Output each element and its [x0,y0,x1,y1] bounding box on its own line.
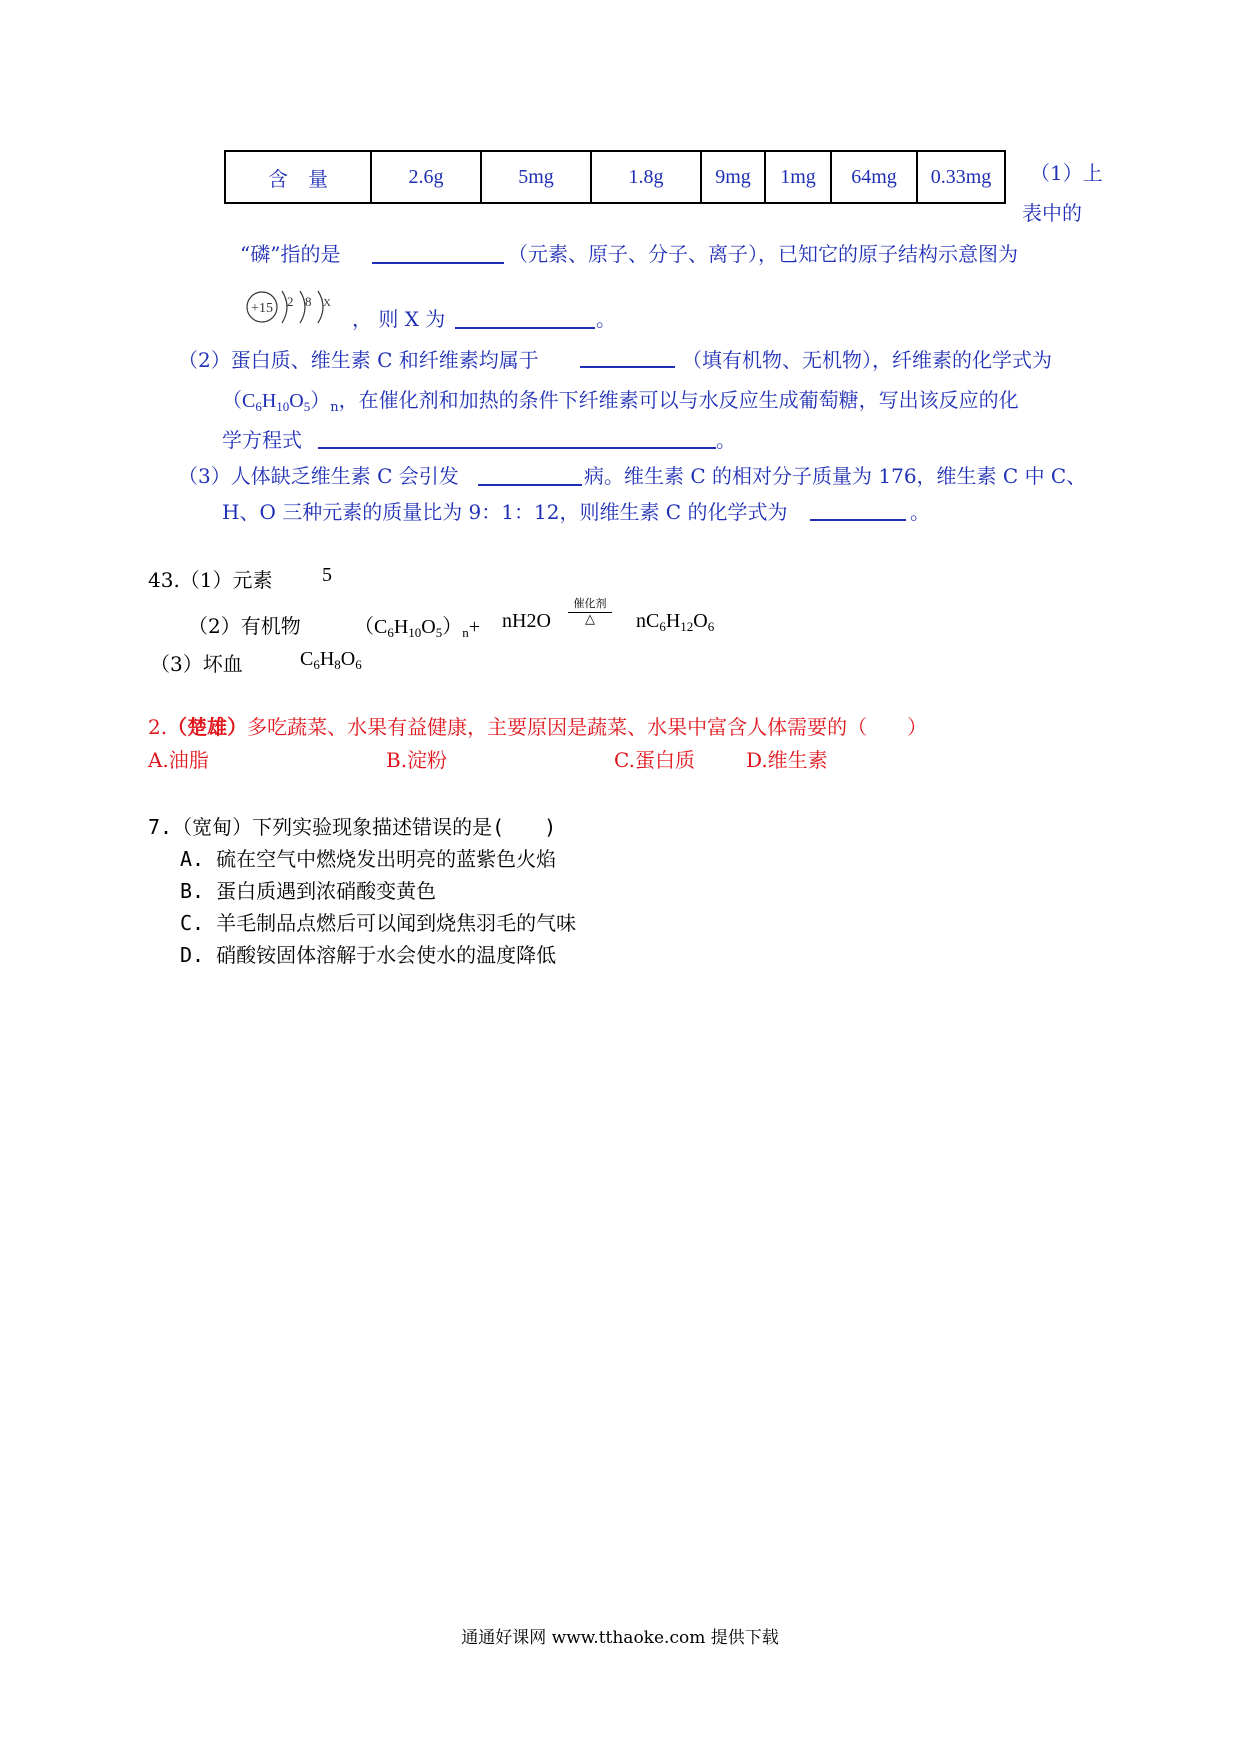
answer-line2-b: $(C_6H_{10}O_5)_n+$ [354,616,481,640]
q2-line2: $(C_6H_{10}O_5)_n$，在催化剂和加热的条件下纤维素可以与水反应生成葡萄糖，写出该反应的化 [222,388,1019,415]
answer-blank [478,484,582,486]
option-b: B.淀粉 [386,748,448,772]
answer-line1-a: 43.（1）元素 [148,568,273,592]
reaction-condition [568,598,612,627]
page-footer: 通通好课网 www.tthaoke.com 提供下载 [461,1628,779,1648]
table-header-cell: 含 量 [225,151,371,203]
catalyst-label: 催化剂 [573,597,607,610]
q1-prefix-b: 表中的 [1022,201,1082,225]
table-cell: 5mg [481,151,591,203]
option-c: C. 羊毛制品点燃后可以闻到烧焦羽毛的气味 [180,911,577,935]
table-cell: 2.6g [371,151,481,203]
q1-prefix-a: （1）上 [1030,161,1103,185]
answer-blank [455,327,595,329]
q1-line1-b: （元素、原子、分子、离子），已知它的原子结构示意图为 [508,242,1018,266]
answer-line1-b: 5 [322,564,332,586]
option-a: A.油脂 [148,748,209,772]
content-table [224,150,1006,204]
atom-structure-diagram [242,287,352,327]
q2-line3-b: 。 [716,428,736,452]
q1-line1-a: “磷”指的是 [240,242,341,266]
question-kuandian-stem: 7.（宽甸）下列实验现象描述错误的是( ) [148,815,557,839]
q2-line3-a: 学方程式 [222,428,302,452]
table-cell: 0.33mg [917,151,1005,203]
table-cell: 9mg [701,151,765,203]
atom-shell-label: 8 [305,294,312,309]
option-d: D. 硝酸铵固体溶解于水会使水的温度降低 [180,943,557,967]
answer-line3-formula: $C_6H_8O_6$ [300,648,362,672]
q3-line1-b: 病。维生素 C 的相对分子质量为 176，维生素 C 中 C、 [584,464,1087,488]
answer-blank [318,447,716,449]
table-cell: 1mg [765,151,831,203]
q2-line1-a: （2）蛋白质、维生素 C 和纤维素均属于 [178,348,539,372]
option-a: A. 硫在空气中燃烧发出明亮的蓝紫色火焰 [180,847,557,871]
atom-nucleus-label: +15 [251,301,273,316]
answer-line3-a: （3）坏血 [150,652,243,676]
q2-line1-b: （填有机物、无机物），纤维素的化学式为 [682,348,1052,372]
table-row [225,151,1005,203]
q3-line2-a: H、O 三种元素的质量比为 9：1：12，则维生素 C 的化学式为 [222,500,788,524]
answer-blank [372,262,504,264]
question-chuxiong-stem: 2.（楚雄）多吃蔬菜、水果有益健康，主要原因是蔬菜、水果中富含人体需要的（ ） [148,715,928,739]
q1-line2-a: ， 则 X 为 [352,307,446,331]
q3-line1-a: （3）人体缺乏维生素 C 会引发 [178,464,459,488]
answer-line2-d: $nC_6H_{12}O_6$ [636,610,715,634]
answer-line2-a: （2）有机物 [188,614,301,638]
atom-shell-label: 2 [287,294,294,309]
option-b: B. 蛋白质遇到浓硝酸变黄色 [180,879,437,903]
q3-line2-b: 。 [910,500,930,524]
option-d: D.维生素 [746,748,828,772]
table-cell: 1.8g [591,151,701,203]
heat-symbol: △ [585,612,595,627]
answer-blank [810,519,906,521]
answer-line2-c: nH2O [502,610,551,632]
option-c: C.蛋白质 [614,748,695,772]
table-cell: 64mg [831,151,917,203]
q1-line2-b: 。 [596,307,616,331]
answer-blank [580,366,675,368]
atom-shell-label: X [323,297,331,309]
